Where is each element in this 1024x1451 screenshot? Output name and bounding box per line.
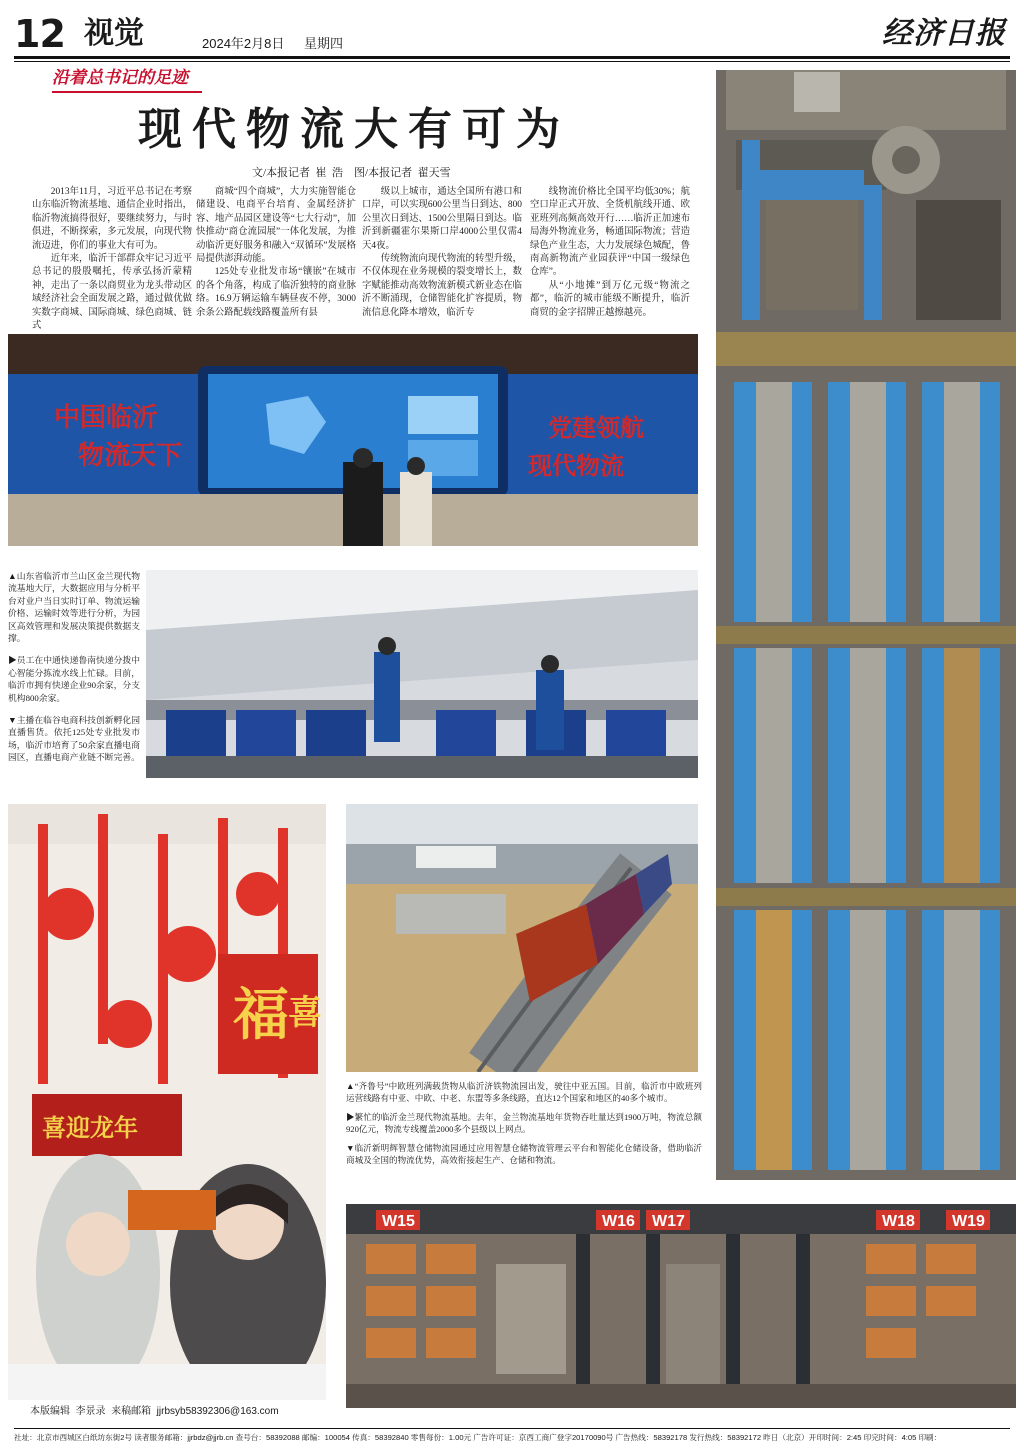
- caption-aerial: ▶繁忙的临沂金兰现代物流基地。去年，金兰物流基地年货物吞吐量达到1900万吨，物流总额920亿元，物流专线覆盖2000多个县级以上网点。: [346, 1111, 702, 1135]
- article-column-3: [362, 186, 522, 320]
- studio-sign: 喜迎龙年: [42, 1113, 138, 1142]
- newspaper-logo: 经济日报: [882, 16, 1006, 51]
- banner-right-line2: 现代物流: [528, 451, 624, 480]
- caption-shelves: ▼临沂新明辉智慧仓储物流园通过应用智慧仓储物流管理云平台和智能化仓储设备，借助临沂商城及全国的物流优势，高效衔接起生产、仓储和物流。: [346, 1142, 702, 1166]
- aerial-logistics-photo: [716, 70, 1016, 1180]
- masthead: [14, 14, 1010, 54]
- footer-rule: [14, 1428, 1010, 1429]
- article-paragraph: 125处专业批发市场“镶嵌”在城市的各个角落，构成了临沂独特的商业脉络。16.9万辆运输车辆昼夜不停，3000余条公路配载线路覆盖所有县: [196, 267, 356, 318]
- banner-left-line1: 中国临沂: [54, 403, 159, 433]
- studio-xi-char: 喜: [288, 993, 322, 1033]
- freight-train-photo: [346, 804, 698, 1072]
- footer-imprint: 社址：北京市西城区白纸坊东街2号 读者服务邮箱：jjrbdz@jjrb.cn 查号台：58392088 邮编：100054 传真：58392840 零售每份：1.00元 广告许可证：京西工商广登字20170090号 广告热线：58392178 发行热线：58392172 昨日（北京）开印时间：2:45 印完时间：4:05 印刷：: [14, 1433, 942, 1442]
- article-column-4: [530, 186, 690, 320]
- masthead-rule-thin: [14, 61, 1010, 62]
- caption-studio: ▼主播在临谷电商科技创新孵化园直播售货。依托125处专业批发市场，临沂市培育了50余家直播电商园区，直播电商产业链不断完善。: [8, 715, 140, 763]
- page-number: 12: [14, 12, 65, 56]
- column-tag: 沿着总书记的足迹: [52, 66, 212, 90]
- headline: 现代物流大有可为: [138, 104, 570, 155]
- shelf-label-w17: W17: [652, 1213, 685, 1230]
- article-paragraph: 线物流价格比全国平均低30%；航空口岸正式开放、全货机航线开通、欧亚班列高频高效开行……临沂正加速布局海外物流业务，畅通国际物流；营造绿色产业生态，大力发展绿色城配，鲁南高新物流产业园获评“中国一级绿色仓库”。: [530, 187, 690, 278]
- weekday: 星期四: [304, 36, 344, 51]
- section-name: 视觉: [84, 16, 144, 51]
- sorting-conveyor-photo: [146, 570, 698, 778]
- shelf-label-w16: W16: [602, 1213, 635, 1230]
- captions-right: [346, 1080, 702, 1172]
- shelf-label-w15: W15: [382, 1213, 415, 1230]
- article-column-1: [32, 186, 192, 333]
- masthead-rule: [14, 56, 1010, 59]
- article-paragraph: 传统物流向现代物流的转型升级，不仅体现在业务规模的裂变增长上，数字赋能推动高效物流新模式新业态在临沂不断涌现，仓储智能化扩容提质，物流信息化降本增效，临沂专: [362, 254, 522, 318]
- article-paragraph: 从“小地摊”到万亿元级“物流之都”，临沂的城市能级不断提升，临沂商贸的金字招牌正越擦越亮。: [530, 280, 690, 318]
- banner-left-line2: 物流天下: [78, 441, 183, 471]
- logistics-hall-photo: [8, 334, 698, 546]
- caption-hall: ▲山东省临沂市兰山区金兰现代物流基地大厅，大数据应用与分析平台对业户当日实时订单、物流运输价格、运输时效等进行分析，为园区高效管理和发展决策提供数据支撑。: [8, 571, 140, 644]
- editor-credits: 本版编辑 李景录 来稿邮箱 jjrbsyb58392306@163.com: [30, 1406, 279, 1417]
- captions-left: [8, 570, 140, 774]
- live-stream-studio-photo: [8, 804, 326, 1400]
- caption-conveyor: ▶员工在中通快递鲁南快递分拨中心智能分拣流水线上忙碌。目前，临沂市拥有快递企业90余家，分支机构800余家。: [8, 655, 140, 703]
- article-paragraph: 商城“四个商城”，大力实施智能仓储建设、电商平台培育、金属经济扩容、地产品园区建设等“七大行动”，加快推动“商仓流园展”一体化发展，为推动临沂更好服务和融入“双循环”发展格局提供澎湃动能。: [196, 187, 356, 265]
- article-paragraph: 2013年11月，习近平总书记在考察山东临沂物流基地、通信企业时指出，临沂物流搞得很好，要继续努力，与时俱进，不断探索，多元发展，向现代物流迈进，你们的事业大有可为。: [32, 187, 192, 251]
- article-paragraph: 近年来，临沂干部群众牢记习近平总书记的殷殷嘱托，传承弘扬沂蒙精神，走出了一条以商贸业为龙头带动区域经济社会全面发展之路，通过做优做实数字商城、国际商城、绿色商城、链式: [32, 254, 192, 332]
- studio-fu-char: 福: [233, 982, 289, 1048]
- warehouse-shelves-photo: [346, 1204, 1016, 1408]
- byline: 文/本报记者 崔 浩 图/本报记者 翟天雪: [252, 167, 451, 179]
- shelf-label-w19: W19: [952, 1213, 985, 1230]
- publication-date: 2024年2月8日: [202, 36, 285, 51]
- caption-train: ▲“齐鲁号”中欧班列满载货物从临沂济铁物流园出发，驶往中亚五国。目前，临沂市中欧班列运营线路有中亚、中欧、中老、东盟等多条线路，直达12个国家和地区的40多个城市。: [346, 1081, 702, 1104]
- banner-right-line1: 党建领航: [548, 413, 644, 442]
- article-paragraph: 级以上城市，通达全国所有港口和口岸，可以实现600公里当日到达、800公里次日到达、1500公里隔日到达。临沂到新疆霍尔果斯口岸4000公里仅需4天4夜。: [362, 187, 522, 251]
- shelf-label-w18: W18: [882, 1213, 915, 1230]
- article-column-2: [196, 186, 356, 320]
